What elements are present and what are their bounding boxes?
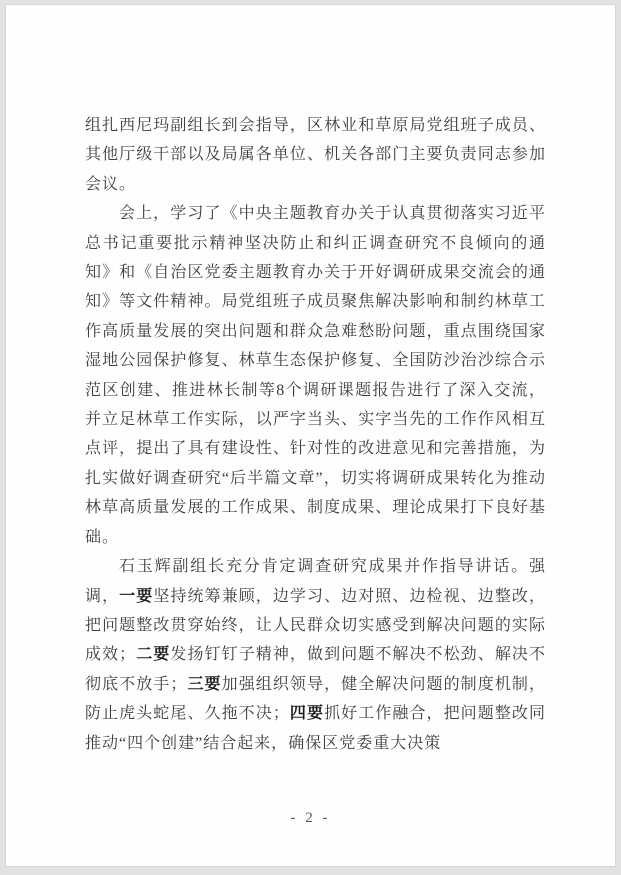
text-run: 发扬钉钉子精神，做到问题不解决不松劲、解决不彻底不放手； xyxy=(85,646,546,693)
emphasis-run: 二要 xyxy=(136,646,171,664)
paragraph xyxy=(85,552,546,758)
text-run: 组扎西尼玛副组长到会指导，区林业和草原局党组班子成员、其他厅级干部以及局属各单位、机关各部门主要负责同志参加会议。 xyxy=(85,117,546,193)
document-page xyxy=(5,4,616,867)
paragraph xyxy=(85,199,546,552)
text-run: 加强组织领导，健全解决问题的制度机制，防止虎头蛇尾、久拖不决； xyxy=(85,675,546,723)
text-run: 坚持统筹兼顾，边学习、边对照、边检视、边整改，把问题整改贯穿始终，让人民群众切实感受到解决问题的实际成效； xyxy=(85,587,546,664)
document-body xyxy=(85,111,546,758)
emphasis-run: 四要 xyxy=(289,705,325,723)
text-run: 抓好工作融合，把问题整改同推动“四个创建”结合起来，确保区党委重大决策 xyxy=(85,705,546,752)
page-number: - 2 - xyxy=(290,810,331,826)
paragraph xyxy=(85,111,546,199)
emphasis-run: 三要 xyxy=(187,675,222,693)
emphasis-run: 一要 xyxy=(119,587,154,605)
text-run: 会上，学习了《中央主题教育办关于认真贯彻落实习近平总书记重要批示精神坚决防止和纠正调查研究不良倾向的通知》和《自治区党委主题教育办关于开好调研成果交流会的通知》等文件精神。局党组班子成员聚焦解决影响和制约林草工作高质量发展的突出问题和群众急难愁盼问题，重点围绕国家湿地公园保护修复、林草生态保护修复、全国防沙治沙综合示范区创建、推进林长制等8个调研课题报告进行了深入交流，并立足林草工作实际，以严字当头、实字当先的工作作风相互点评，提出了具有建设性、针对性的改进意见和完善措施，为扎实做好调查研究“后半篇文章”，切实将调研成果转化为推动林草高质量发展的工作成果、制度成果、理论成果打下良好基础。 xyxy=(85,205,546,546)
text-run: 石玉辉副组长充分肯定调查研究成果并作指导讲话。强调， xyxy=(85,558,546,605)
